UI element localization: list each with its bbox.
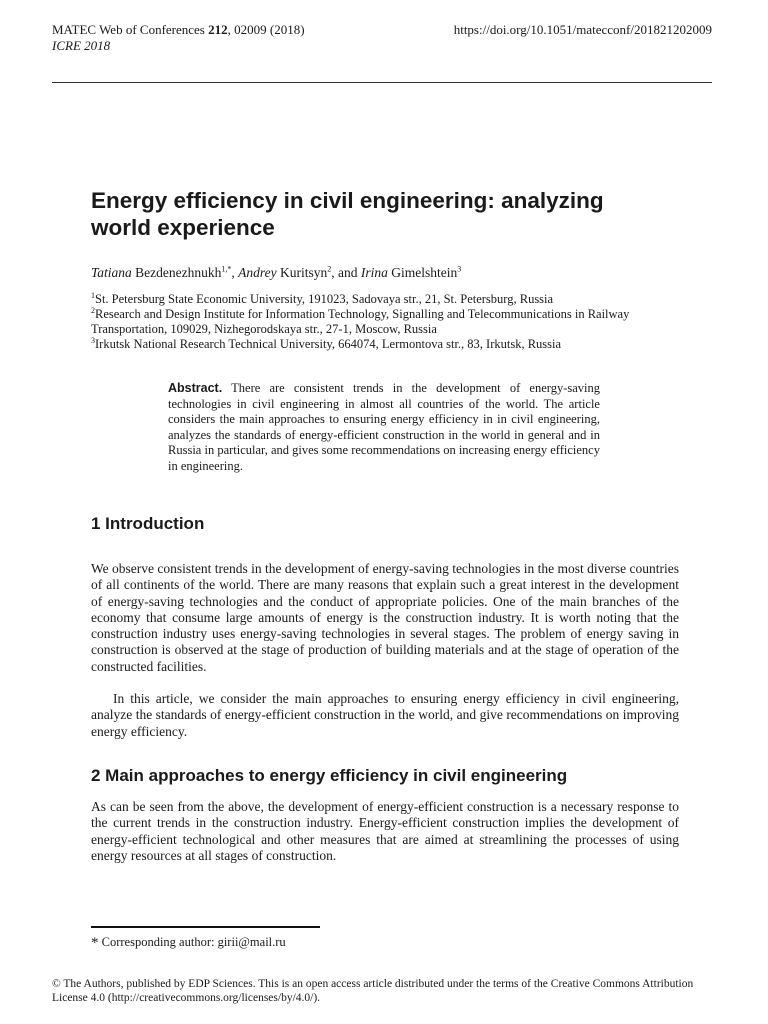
author-first-name: Irina xyxy=(360,265,388,280)
affiliation-1: $^1$St. Petersburg State Economic University, 191023, Sadovaya str., 21, St. Petersburg, Russia xyxy=(91,290,554,306)
corresponding-author: Corresponding author: girii@mail.ru xyxy=(98,935,286,949)
footnote-mark: * xyxy=(91,935,99,951)
conference-name: ICRE 2018 xyxy=(52,38,111,53)
author-first-name: Andrey xyxy=(238,265,277,280)
paper-title: Energy efficiency in civil engineering: analyzing world experience xyxy=(91,188,604,240)
author-last-name: Bezdenezhnukh xyxy=(131,265,222,280)
affiliations xyxy=(91,292,681,352)
copyright-notice: © The Authors, published by EDP Sciences. This is an open access article distributed under the terms of the Creative Commons Attribution License 4.0 (http://creativecommons.org/licenses/by/4.0/). xyxy=(52,978,694,1004)
header-divider xyxy=(52,82,712,83)
section2-paragraph-1: As can be seen from the above, the development of energy-efficient construction is a necessary response to the current trends in the construction industry. Energy-efficient construction implies the development of energy-efficient technological and other measures that are aimed at streamlining the processes of using energy resources at all stages of construction. xyxy=(91,799,679,863)
section-heading-main-approaches: 2 Main approaches to energy efficiency in civil engineering xyxy=(91,766,568,785)
intro-paragraph-1: We observe consistent trends in the development of energy-saving technologies in the most diverse countries of all continents of the world. There are many reasons that explain such a great interest in the development of energy-saving technologies and the conduct of appropriate policies. One of the main branches of the economy that consume large amounts of energy is the construction industry. It is worth noting that the construction industry uses energy-saving technologies in several stages. The problem of energy saving in construction is observed at the stage of production of building materials and at the stage of operation of the constructed facilities. xyxy=(91,561,680,674)
footnote-divider xyxy=(91,926,320,928)
author-list: Tatiana Bezdenezhnukh$^{1,*}$, Andrey Kuritsyn$^2$, and Irina Gimelshtein$^3$ xyxy=(91,264,462,280)
abstract-label: Abstract. xyxy=(168,381,223,395)
doi-link[interactable]: https://doi.org/10.1051/matecconf/201821202009 xyxy=(453,22,712,37)
author-last-name: Gimelshtein xyxy=(387,265,458,280)
running-header-left xyxy=(52,22,305,54)
journal-citation: MATEC Web of Conferences 212, 02009 (2018) xyxy=(52,22,305,37)
volume-number: 212 xyxy=(208,22,228,37)
affiliation-2: $^2$Research and Design Institute for Information Technology, Signalling and Telecommunications in Railway Transportation, 109029, Nizhegorodskaya str., 27-1, Moscow, Russia xyxy=(91,305,630,336)
intro-paragraph-2: In this article, we consider the main approaches to ensuring energy efficiency in civil engineering, analyze the standards of energy-efficient construction in the world, and give recommendations on improving energy efficiency. xyxy=(91,691,679,739)
abstract-text: There are consistent trends in the development of energy-saving technologies in civil engineering in almost all countries of the world. The article considers the main approaches to ensuring energy efficiency in in civil engineering, analyzes the standards of energy-efficient construction in the world in general and in Russia in particular, and gives some recommendations on increasing energy efficiency in engineering. xyxy=(168,381,600,473)
abstract xyxy=(168,381,600,474)
section-heading-introduction: 1 Introduction xyxy=(91,514,205,533)
footnote xyxy=(91,935,286,952)
author-last-name: Kuritsyn xyxy=(276,265,328,280)
author-first-name: Tatiana xyxy=(91,265,132,280)
affiliation-3: $^3$Irkutsk National Research Technical University, 664074, Lermontova str., 83, Irkutsk, Russia xyxy=(91,335,562,351)
